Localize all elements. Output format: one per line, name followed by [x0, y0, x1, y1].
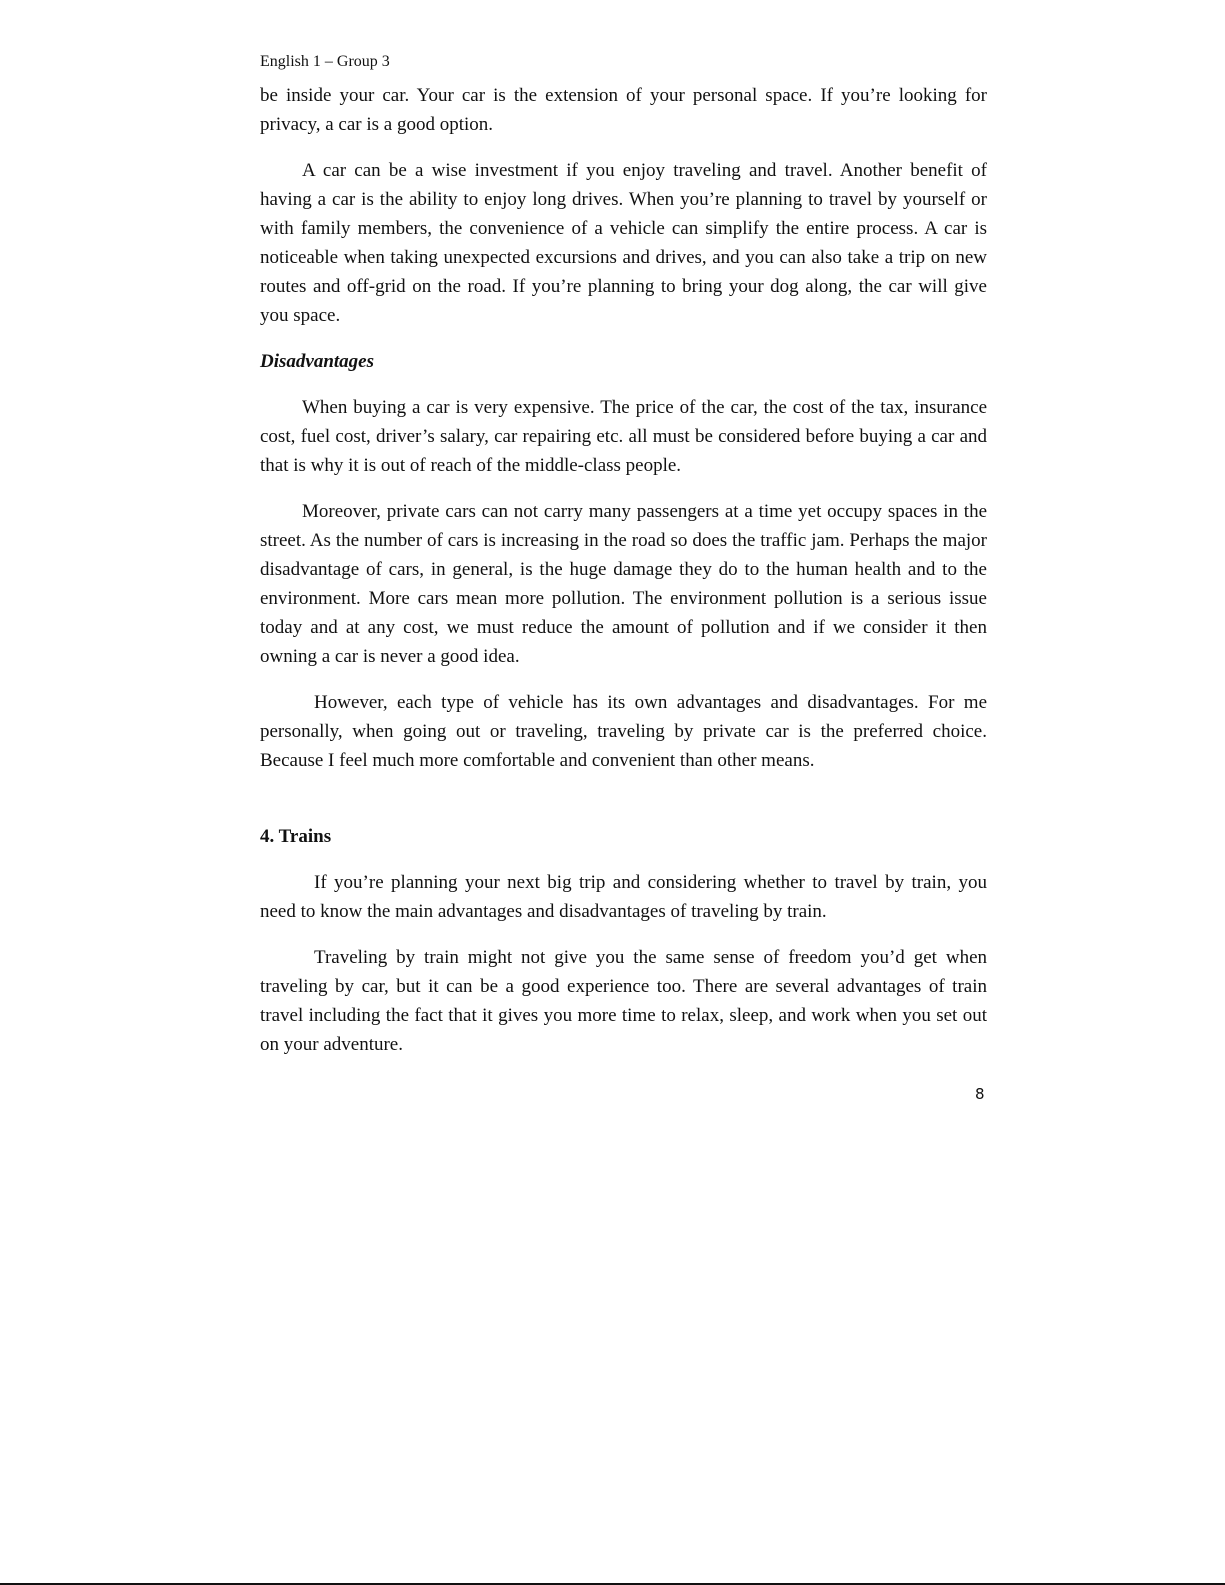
paragraph-car-pollution: Moreover, private cars can not carry many passengers at a time yet occupy spaces in the street. As the number of cars is increasing in the road so does the traffic jam. Perhaps the major disadvantage of cars, in general, is the huge damage they do to the human health and to the environment. More cars mean more pollution. The environment pollution is a serious issue today and at any cost, we must reduce the amount of pollution and if we consider it then owning a car is never a good idea. [260, 501, 987, 667]
disadvantages-heading: Disadvantages [260, 351, 374, 372]
paragraph-train-advantages: Traveling by train might not give you the same sense of freedom you’d get when traveling by car, but it can be a good experience too. There are several advantages of train travel including the fact that it gives you more time to relax, sleep, and work when you set out on your adventure. [260, 947, 987, 1055]
running-header: English 1 – Group 3 [260, 53, 390, 70]
paragraph-car-investment: A car can be a wise investment if you enjoy traveling and travel. Another benefit of having a car is the ability to enjoy long drives. When you’re planning to travel by yourself or with family members, the convenience of a vehicle can simplify the entire process. A car is noticeable when taking unexpected excursions and drives, and you can also take a trip on new routes and off-grid on the road. If you’re planning to bring your dog along, the car will give you space. [260, 160, 987, 326]
paragraph-train-intro: If you’re planning your next big trip and considering whether to travel by train, you need to know the main advantages and disadvantages of traveling by train. [260, 872, 987, 922]
page-number: 8 [975, 1085, 985, 1103]
trains-section-heading: 4. Trains [260, 826, 332, 847]
paragraph-car-preference: However, each type of vehicle has its own advantages and disadvantages. For me personally, when going out or traveling, traveling by private car is the preferred choice. Because I feel much more comfortable and convenient than other means. [260, 692, 987, 771]
paragraph-car-privacy: be inside your car. Your car is the extension of your personal space. If you’re looking for privacy, a car is a good option. [260, 85, 987, 135]
document-body [260, 81, 987, 1076]
paragraph-car-expense: When buying a car is very expensive. The price of the car, the cost of the tax, insurance cost, fuel cost, driver’s salary, car repairing etc. all must be considered before buying a car and that is why it is out of reach of the middle-class people. [260, 397, 987, 476]
